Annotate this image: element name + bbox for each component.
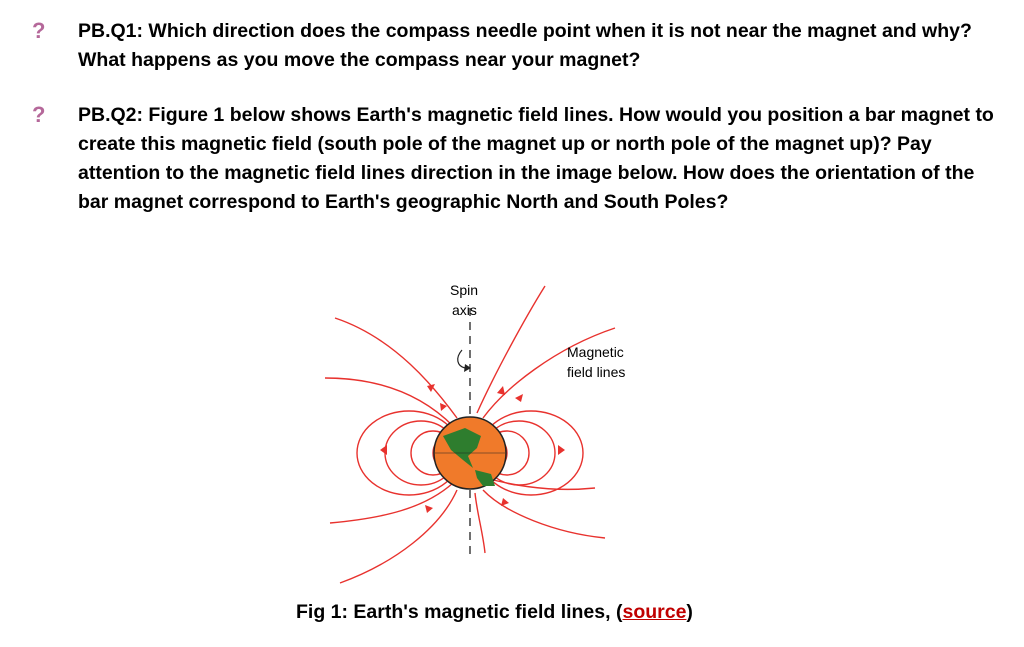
question-1 xyxy=(32,17,998,75)
source-link[interactable]: source xyxy=(622,601,687,623)
figure-caption xyxy=(296,601,693,624)
question-mark-icon: ? xyxy=(32,18,46,43)
earth-magnetic-field-figure xyxy=(325,278,655,590)
axis-label: axis xyxy=(452,302,477,318)
rotation-arrow-icon xyxy=(458,350,465,368)
spin-label: Spin xyxy=(450,282,479,298)
caption-suffix: ) xyxy=(686,601,693,623)
question-2 xyxy=(32,101,998,217)
field-lines-label: field lines xyxy=(567,364,626,380)
question-1-text: PB.Q1: Which direction does the compass needle point when it is not near the magnet and why? What happens as you move the compass near your magnet? xyxy=(78,20,972,71)
magnetic-label: Magnetic xyxy=(567,344,624,360)
question-mark-icon: ? xyxy=(32,102,46,127)
field-diagram xyxy=(325,278,655,590)
question-2-text: PB.Q2: Figure 1 below shows Earth's magnetic field lines. How would you position a bar magnet to create this magnetic field (south pole of the magnet up or north pole of the magnet up)? Pay attention to the magnetic field lines direction in the image below. How does the orientation of the bar magnet correspond to Earth's geographic North and South Poles? xyxy=(78,104,994,213)
caption-text: Fig 1: Earth's magnetic field lines, ( xyxy=(296,601,623,623)
